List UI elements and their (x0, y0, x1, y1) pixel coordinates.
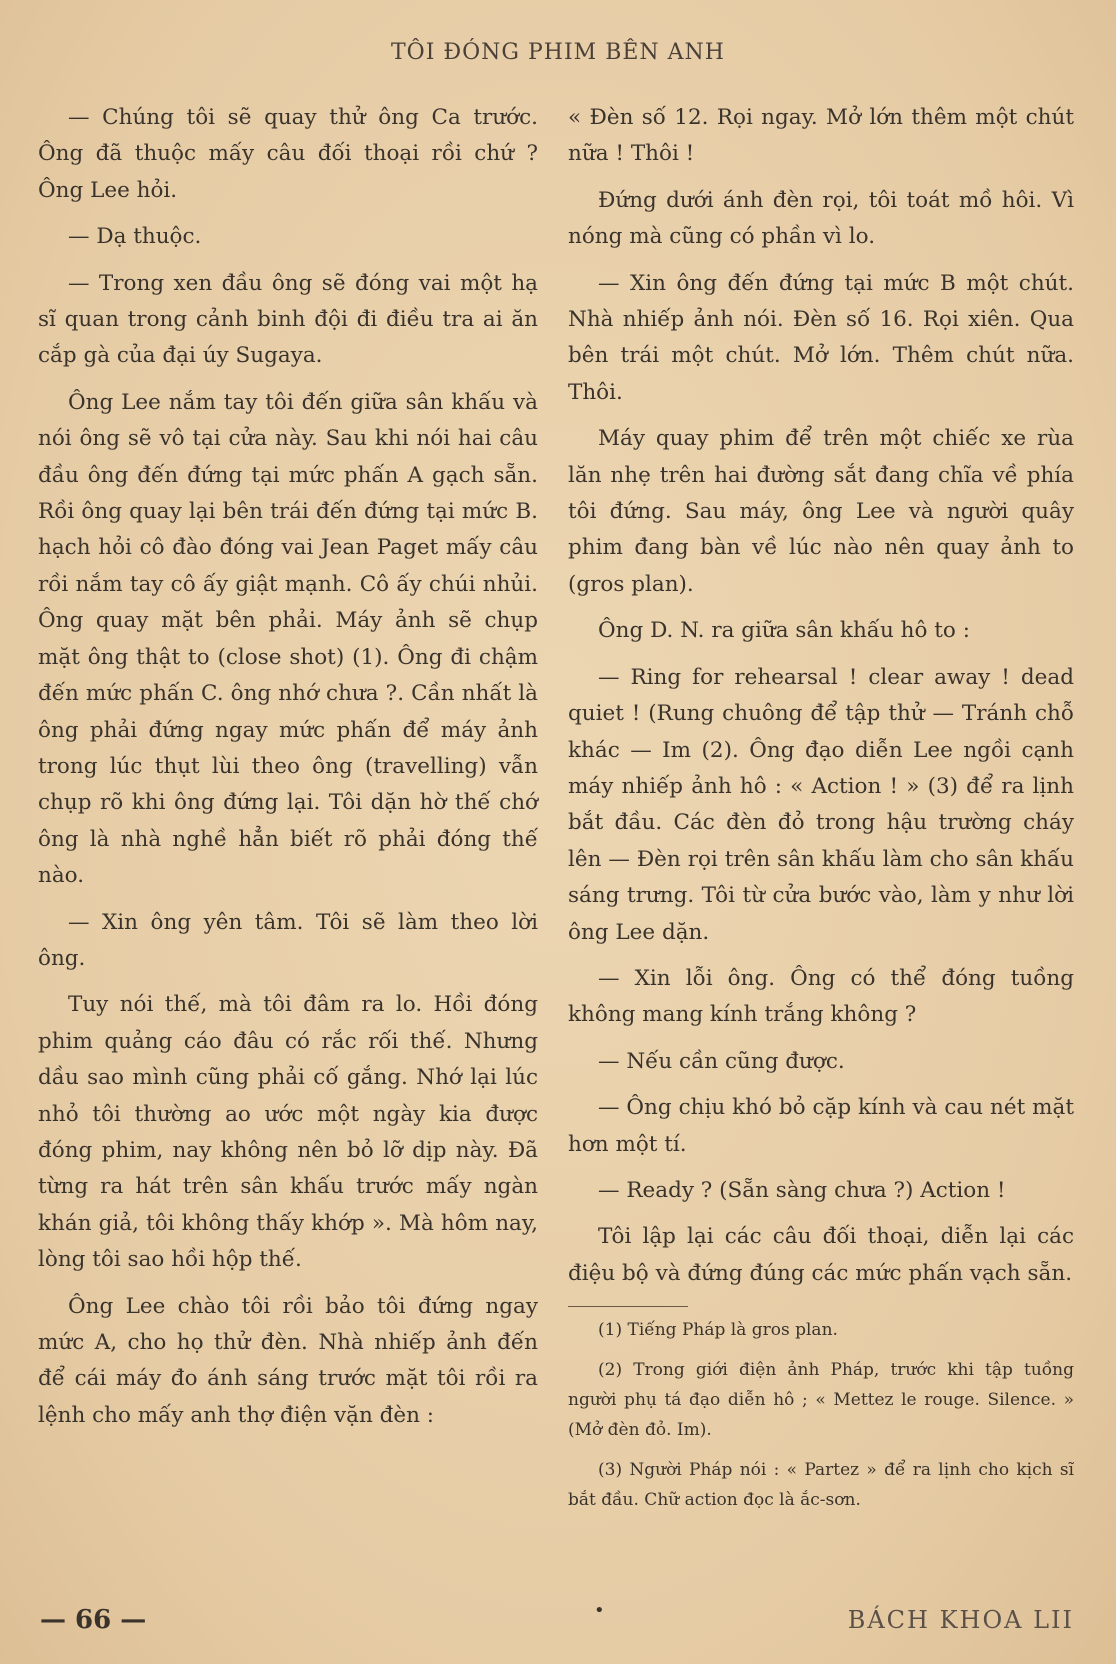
paragraph: — Ông chịu khó bỏ cặp kính và cau nét mặt hơn một tí. (568, 1095, 1074, 1157)
paragraph: Ông D. N. ra giữa sân khấu hô to : (598, 618, 970, 644)
publication-name: BÁCH KHOA LII (847, 1606, 1074, 1634)
footnote-divider (568, 1306, 688, 1307)
paragraph: — Ready ? (Sẵn sàng chưa ?) Action ! (598, 1177, 1006, 1203)
paragraph: — Nếu cần cũng được. (598, 1048, 845, 1074)
paragraph: — Dạ thuộc. (68, 224, 202, 250)
paragraph: — Trong xen đầu ông sẽ đóng vai một hạ sĩ quan trong cảnh binh đội đi điều tra ai ăn cắp gà của đại úy Sugaya. (38, 270, 538, 369)
running-header: TÔI ĐÓNG PHIM BÊN ANH (391, 40, 725, 65)
left-column (38, 100, 538, 1444)
paragraph: Máy quay phim để trên một chiếc xe rùa lăn nhẹ trên hai đường sắt đang chĩa về phía tôi đứng. Sau máy, ông Lee và người quây phim đang bàn về lúc nào nên quay ảnh to (gros plan). (568, 426, 1074, 597)
paragraph: Tuy nói thế, mà tôi đâm ra lo. Hồi đóng phim quảng cáo đâu có rắc rối thế. Nhưng dầu sao mình cũng phải cố gắng. Nhớ lại lúc nhỏ tôi thường ao ước một ngày kia được đóng phim, nay không nên bỏ lỡ dịp này. Đã từng ra hát trên sân khấu trước mấy ngàn khán giả, tôi không thấy khớp ». Mà hôm nay, lòng tôi sao hồi hộp thế. (38, 992, 538, 1273)
paragraph: Ông Lee nắm tay tôi đến giữa sân khấu và nói ông sẽ vô tại cửa này. Sau khi nói hai câu đầu ông đến đứng tại mức phấn A gạch sẵn. Rồi ông quay lại bên trái đến đứng tại mức B. hạch hỏi cô đào đóng vai Jean Paget mấy câu rồi nắm tay cô ấy giật mạnh. Cô ấy chúi nhủi. Ông quay mặt bên phải. Máy ảnh sẽ chụp mặt ông thật to (close shot) (1). Ông đi chậm đến mức phấn C. ông nhớ chưa ?. Cần nhất là ông phải đứng ngay mức phấn để máy ảnh trong lúc thụt lùi theo ông (travelling) vẫn chụp rõ khi ông đứng lại. Tôi dặn hờ thế chớ ông là nhà nghề hẳn biết rõ phải đóng thế nào. (38, 389, 538, 889)
paragraph: Ông Lee chào tôi rồi bảo tôi đứng ngay mức A, cho họ thử đèn. Nhà nhiếp ảnh đến để cái máy đo ánh sáng trước mặt tôi rồi ra lệnh cho mấy anh thợ điện vặn đèn : (38, 1293, 538, 1428)
paragraph: « Đèn số 12. Rọi ngay. Mở lớn thêm một chút nữa ! Thôi ! (568, 105, 1074, 167)
footnote: (3) Người Pháp nói : « Partez » để ra lịnh cho kịch sĩ bắt đầu. Chữ action đọc là ắc-sơn. (568, 1460, 1074, 1511)
paragraph: — Chúng tôi sẽ quay thử ông Ca trước. Ông đã thuộc mấy câu đối thoại rồi chứ ? Ông Lee hỏi. (38, 105, 538, 203)
paragraph: — Ring for rehearsal ! clear away ! dead quiet ! (Rung chuông để tập thử — Tránh chỗ khác — Im (2). Ông đạo diễn Lee ngồi cạnh máy nhiếp ảnh hô : « Action ! » (3) để ra lịnh bắt đầu. Các đèn đỏ trong hậu trường cháy lên — Đèn rọi trên sân khấu làm cho sân khấu sáng trưng. Tôi từ cửa bước vào, làm y như lời ông Lee dặn. (568, 664, 1074, 945)
paragraph: — Xin ông yên tâm. Tôi sẽ làm theo lời ông. (38, 909, 538, 971)
paragraph: Đứng dưới ánh đèn rọi, tôi toát mồ hôi. Vì nóng mà cũng có phần vì lo. (568, 187, 1074, 250)
page-number: — 66 — (40, 1605, 147, 1635)
footnote: (2) Trong giới điện ảnh Pháp, trước khi tập tuồng người phụ tá đạo diễn hô ; « Mettez le rouge. Silence. » (Mở đèn đỏ. Im). (568, 1360, 1074, 1441)
footnote: (1) Tiếng Pháp là gros plan. (598, 1320, 838, 1341)
footer-mark: • (594, 1600, 605, 1621)
paragraph: Tôi lập lại các câu đối thoại, diễn lại các điệu bộ và đứng đúng các mức phấn vạch sẵn. (568, 1224, 1074, 1286)
paragraph: — Xin lỗi ông. Ông có thể đóng tuồng không mang kính trắng không ? (568, 965, 1074, 1028)
right-column (568, 100, 1074, 1525)
paragraph: — Xin ông đến đứng tại mức B một chút. Nhà nhiếp ảnh nói. Đèn số 16. Rọi xiên. Qua bên trái một chút. Mở lớn. Thêm chút nữa. Thôi. (568, 270, 1074, 405)
